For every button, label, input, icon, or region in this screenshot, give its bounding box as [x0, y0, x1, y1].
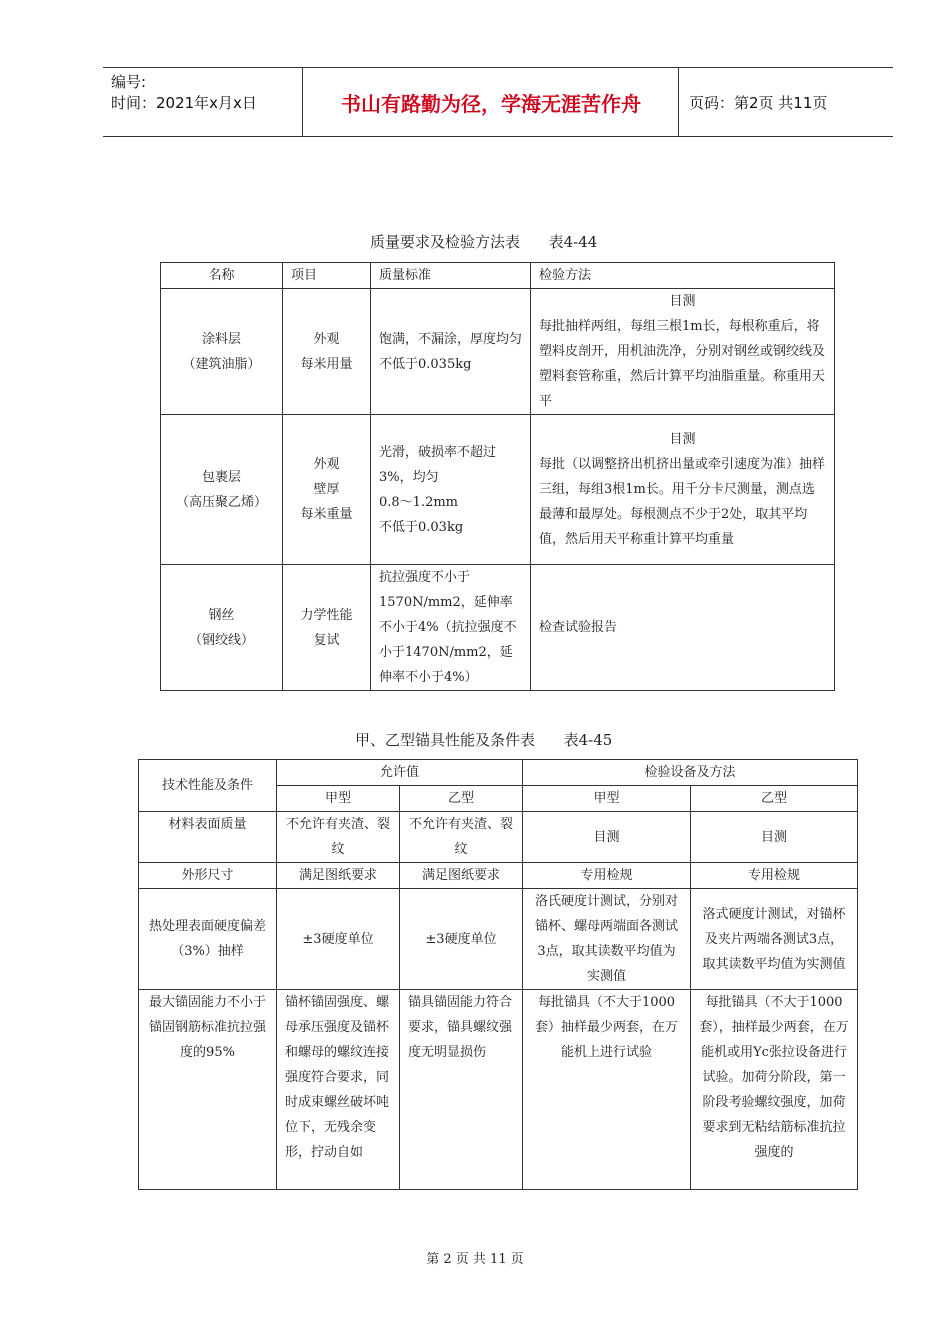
cell-line: 力学性能 — [300, 607, 353, 623]
sub-header: 甲型 — [523, 786, 691, 812]
sub-header: 乙型 — [691, 786, 858, 812]
cell-line: 饱满，不漏涂，厚度均匀 — [379, 331, 523, 347]
method-cell — [531, 565, 835, 691]
col-header: 检验方法 — [531, 263, 835, 289]
table-cell: 最大锚固能力不小于锚固钢筋标准抗拉强度的95% — [139, 990, 277, 1190]
table-cell: 满足图纸要求 — [277, 863, 400, 889]
sub-header: 乙型 — [400, 786, 523, 812]
table-cell: 洛氏硬度计测试，分别对锚杯、螺母两端面各测试3点，取其读数平均值为实测值 — [523, 889, 691, 990]
table-cell: 锚具锚固能力符合要求，锚具螺纹强度无明显损伤 — [400, 990, 523, 1190]
header-meta — [103, 68, 303, 136]
name-cell — [161, 415, 283, 565]
table-row — [139, 889, 858, 990]
table-cell: 目测 — [523, 812, 691, 863]
cell-line: 不低于0.03kg — [379, 519, 464, 535]
number-label: 编号: — [111, 73, 147, 91]
cell-line: 壁厚 — [313, 482, 340, 497]
standard-cell — [371, 565, 531, 691]
item-cell — [283, 415, 371, 565]
col-header: 质量标准 — [371, 263, 531, 289]
cell-line: （钢绞线） — [188, 632, 254, 648]
table-cell: 每批锚具（不大于1000套）抽样最少两套，在万能机上进行试验 — [523, 990, 691, 1190]
table-cell: 满足图纸要求 — [400, 863, 523, 889]
quality-table — [160, 262, 835, 691]
cell-line: （高压聚乙烯） — [175, 494, 267, 510]
table-cell: ±3硬度单位 — [277, 889, 400, 990]
table-row — [161, 565, 835, 691]
table-row — [139, 990, 858, 1190]
table-row — [139, 863, 858, 889]
page-header — [103, 67, 893, 137]
cell-line: 外观 — [313, 331, 340, 347]
standard-cell — [371, 415, 531, 565]
table-row — [161, 415, 835, 565]
cell-line: 不低于0.035kg — [379, 356, 472, 372]
table-cell: 锚杯锚固强度、螺母承压强度及锚杯和螺母的螺纹连接强度符合要求，同时成束螺丝破坏吨位下，无残余变形，拧动自如 — [277, 990, 400, 1190]
method-title: 目测 — [669, 294, 696, 309]
method-cell — [531, 289, 835, 415]
cell-line: 涂料层 — [201, 331, 241, 347]
sub-header: 甲型 — [277, 786, 400, 812]
cell-line: 复试 — [313, 632, 340, 648]
table1-caption: 质量要求及检验方法表 表4-44 — [370, 233, 598, 251]
table-cell: 热处理表面硬度偏差（3%）抽样 — [139, 889, 277, 990]
table-cell: 专用检规 — [691, 863, 858, 889]
table-cell: 洛式硬度计测试，对锚杯及夹片两端各测试3点，取其读数平均值为实测值 — [691, 889, 858, 990]
table-row — [161, 289, 835, 415]
group-header-row — [139, 760, 858, 786]
header-motto: 书山有路勤为径，学海无涯苦作舟 — [304, 68, 679, 136]
method-title: 目测 — [669, 432, 696, 447]
cell-line: 外观 — [313, 457, 340, 472]
cell-line: 每米重量 — [300, 507, 353, 522]
time-label: 时间：2021年x月x日 — [111, 94, 257, 112]
cell-line: 光滑，破损率不超过3%，均匀 — [379, 444, 497, 485]
table-header-row — [161, 263, 835, 289]
item-cell — [283, 289, 371, 415]
table-cell: 每批锚具（不大于1000套），抽样最少两套，在万能机或用Yc张拉设备进行试验。加荷分阶段，第一阶段考验螺纹强度，加荷要求到无粘结筋标准抗拉强度的 — [691, 990, 858, 1190]
cell-line: 抗拉强度不小于1570N/mm2，延伸率不小于4%（抗拉强度不小于1470N/mm2，延伸率不小于4%） — [379, 570, 517, 685]
table-cell: ±3硬度单位 — [400, 889, 523, 990]
table-cell: 目测 — [691, 812, 858, 863]
cell-line: 包裹层 — [201, 469, 241, 485]
table-cell: 不允许有夹渣、裂纹 — [277, 812, 400, 863]
name-cell — [161, 565, 283, 691]
group-header: 允许值 — [277, 760, 523, 786]
table-cell: 不允许有夹渣、裂纹 — [400, 812, 523, 863]
table-cell: 材料表面质量 — [139, 812, 277, 863]
method-cell — [531, 415, 835, 565]
table-row — [139, 812, 858, 863]
method-text: 检查试验报告 — [539, 620, 618, 635]
header-page-label: 页码：第2页 共11页 — [689, 93, 828, 112]
cell-line: 0.8～1.2mm — [379, 494, 459, 510]
method-text: 每批抽样两组，每组三根1m长，每根称重后，将塑料皮剖开，用机油洗净，分别对钢丝或钢绞线及塑料套管称重，然后计算平均油脂重量。称重用天平 — [539, 319, 826, 409]
item-cell — [283, 565, 371, 691]
method-text: 每批（以调整挤出机挤出量或牵引速度为准）抽样三组，每组3根1m长。用千分卡尺测量，测点选最薄和最厚处。每根测点不少于2处，取其平均值，然后用天平称重计算平均重量 — [539, 457, 826, 547]
table2-caption: 甲、乙型锚具性能及条件表 表4-45 — [355, 731, 613, 749]
col-header: 项目 — [283, 263, 371, 289]
head-col: 技术性能及条件 — [139, 760, 277, 812]
cell-line: 每米用量 — [300, 356, 353, 372]
cell-line: （建筑油脂） — [182, 356, 261, 372]
name-cell — [161, 289, 283, 415]
table-cell: 专用检规 — [523, 863, 691, 889]
col-header: 名称 — [161, 263, 283, 289]
page-footer: 第 2 页 共 11 页 — [426, 1252, 524, 1267]
group-header: 检验设备及方法 — [523, 760, 858, 786]
anchor-table — [138, 759, 858, 1190]
cell-line: 钢丝 — [208, 607, 235, 623]
table-cell: 外形尺寸 — [139, 863, 277, 889]
standard-cell — [371, 289, 531, 415]
